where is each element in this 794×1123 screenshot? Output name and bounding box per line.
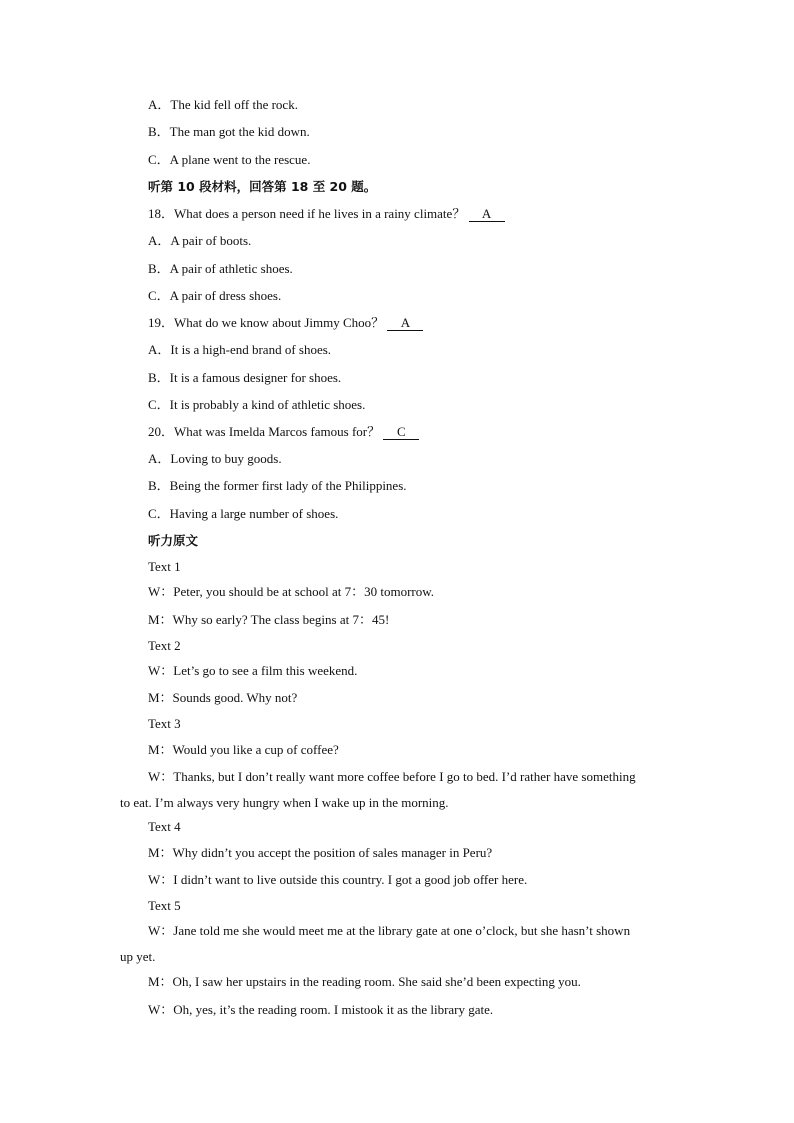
text-5-line: W：Jane told me she would meet me at the library gate at one o’clock, but she hasn’t shown: [148, 923, 631, 938]
text-2-line: W：Let’s go to see a film this weekend.: [148, 663, 358, 678]
q18-option-c: C．A pair of dress shoes.: [148, 288, 282, 303]
text-5-line: M：Oh, I saw her upstairs in the reading room. She said she’d been expecting you.: [148, 974, 581, 989]
q17-option-a: A．The kid fell off the rock.: [148, 97, 298, 112]
text-1-line: W：Peter, you should be at school at 7：30 tomorrow.: [148, 584, 435, 599]
q19-option-a: A．It is a high-end brand of shoes.: [148, 342, 332, 357]
text-4-title: Text 4: [148, 819, 181, 834]
text-1-line: M：Why so early? The class begins at 7：45!: [148, 612, 390, 627]
section-header: 听第 10 段材料，回答第 18 至 20 题。: [148, 179, 377, 194]
text-3-line: M：Would you like a cup of coffee?: [148, 742, 339, 757]
text-3-line: to eat. I’m always very hungry when I wake up in the morning.: [120, 795, 449, 810]
q17-option-c: C．A plane went to the rescue.: [148, 152, 311, 167]
q20-option-a: A．Loving to buy goods.: [148, 451, 282, 466]
text-2-title: Text 2: [148, 638, 181, 653]
answer-blank: C: [383, 425, 419, 440]
q17-option-b: B．The man got the kid down.: [148, 124, 310, 139]
question-20: [148, 424, 419, 440]
q20-option-c: C．Having a large number of shoes.: [148, 506, 339, 521]
q20-option-b: B．Being the former first lady of the Philippines.: [148, 478, 407, 493]
transcript-header: 听力原文: [148, 533, 199, 548]
q19-option-c: C．It is probably a kind of athletic shoes.: [148, 397, 366, 412]
question-19: [148, 315, 423, 331]
text-3-line: W：Thanks, but I don’t really want more coffee before I go to bed. I’d rather have something: [148, 769, 636, 784]
question-stem: 20．What was Imelda Marcos famous for？: [148, 424, 381, 439]
answer-blank: A: [469, 207, 505, 222]
question-stem: 19．What do we know about Jimmy Choo？: [148, 315, 385, 330]
text-3-title: Text 3: [148, 716, 181, 731]
text-5-title: Text 5: [148, 898, 181, 913]
question-18: [148, 206, 505, 222]
text-2-line: M：Sounds good. Why not?: [148, 690, 298, 705]
answer-blank: A: [387, 316, 423, 331]
text-4-line: W：I didn’t want to live outside this country. I got a good job offer here.: [148, 872, 528, 887]
q19-option-b: B．It is a famous designer for shoes.: [148, 370, 342, 385]
text-5-line: W：Oh, yes, it’s the reading room. I mistook it as the library gate.: [148, 1002, 494, 1017]
text-5-line: up yet.: [120, 949, 156, 964]
question-stem: 18．What does a person need if he lives in a rainy climate？: [148, 206, 466, 221]
q18-option-b: B．A pair of athletic shoes.: [148, 261, 293, 276]
text-4-line: M：Why didn’t you accept the position of sales manager in Peru?: [148, 845, 493, 860]
text-1-title: Text 1: [148, 559, 181, 574]
q18-option-a: A．A pair of boots.: [148, 233, 252, 248]
